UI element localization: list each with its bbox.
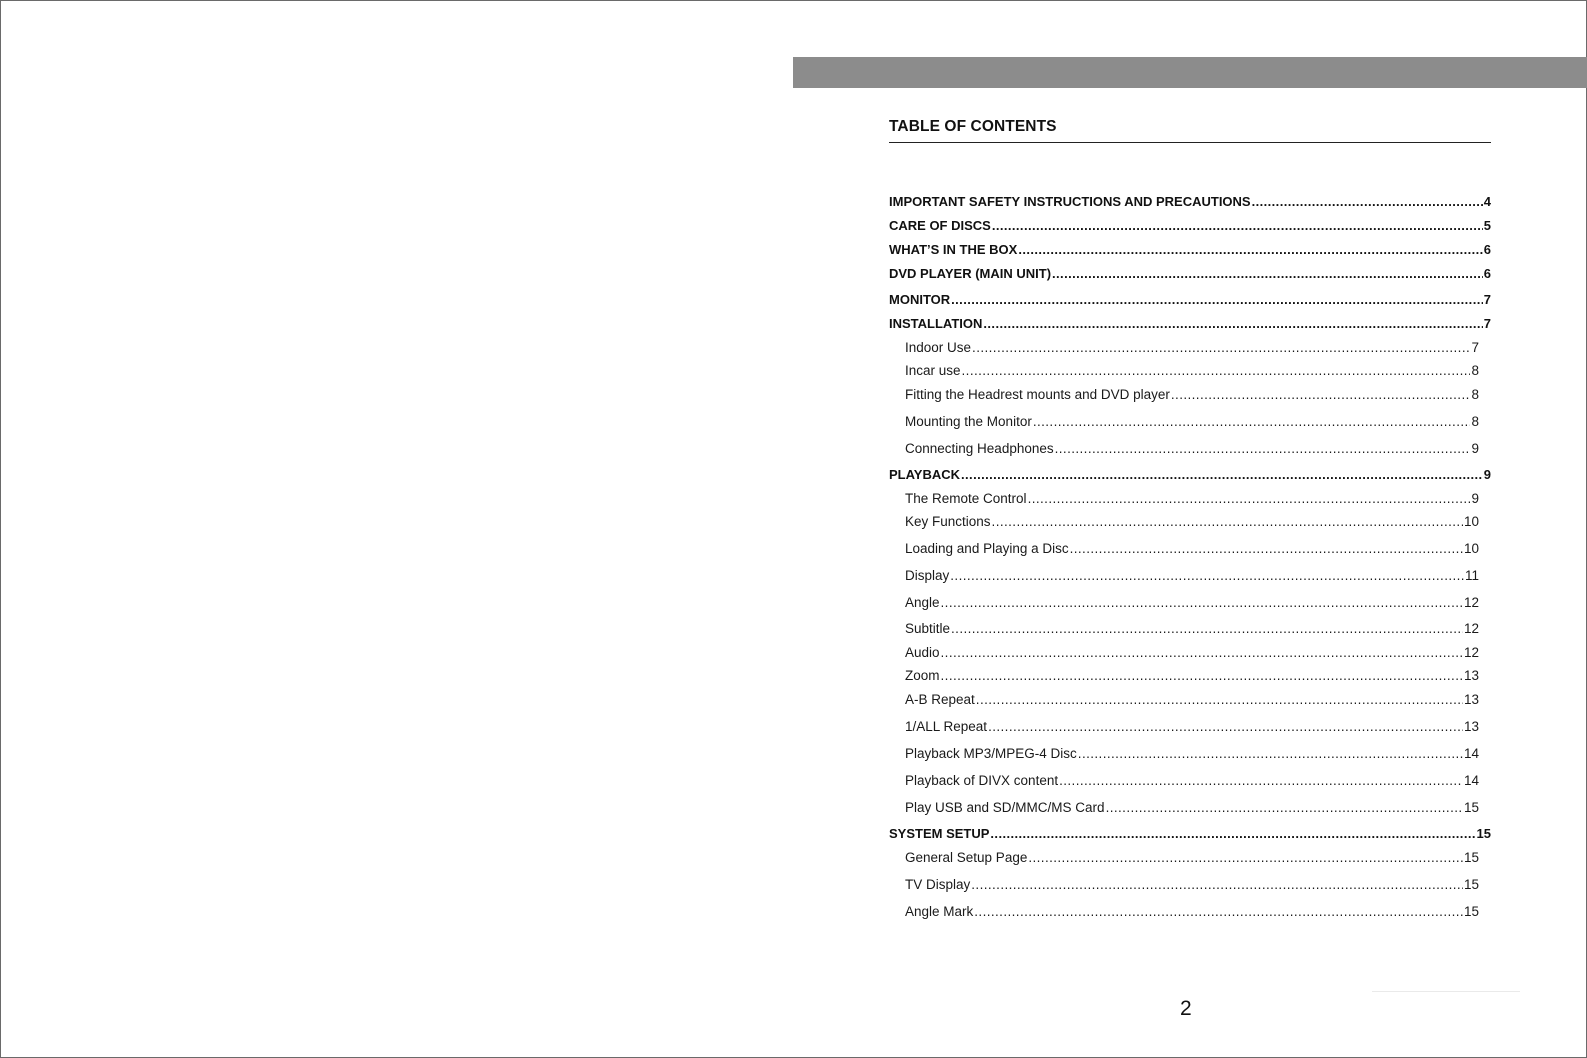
toc-entry-label: Fitting the Headrest mounts and DVD player [905,387,1170,402]
toc-entry [905,667,1479,685]
toc-entry-page: 8 [1471,414,1479,429]
toc-entry-page: 13 [1463,692,1479,707]
toc-entry-page: 5 [1483,218,1491,233]
toc-entry-page: 12 [1463,645,1479,660]
toc-dot-leader [974,903,1463,921]
toc-entry [905,440,1479,458]
toc-dot-leader [990,825,1475,843]
toc-entry-page: 8 [1471,363,1479,378]
toc-entry [905,745,1479,763]
toc-dot-leader [951,620,1463,638]
toc-entry [905,718,1479,736]
toc-entry [905,876,1479,894]
toc-dot-leader [962,362,1471,380]
toc-entry [889,217,1491,235]
toc-entry-page: 15 [1463,800,1479,815]
toc-dot-leader [1252,193,1483,211]
toc-entry-label: DVD PLAYER (MAIN UNIT) [889,266,1052,281]
toc-entry-page: 7 [1471,340,1479,355]
toc-dot-leader [941,667,1463,685]
toc-entry-label: Angle Mark [905,904,974,919]
toc-entry [889,241,1491,259]
toc-dot-leader [1171,386,1471,404]
toc-entry-label: Mounting the Monitor [905,414,1032,429]
toc-entry [905,799,1479,817]
toc-dot-leader [961,466,1483,484]
toc-entry [905,772,1479,790]
toc-entry-page: 7 [1483,316,1491,331]
toc-entry [905,644,1479,662]
toc-entry [889,315,1491,333]
toc-entry-label: IMPORTANT SAFETY INSTRUCTIONS AND PRECAUTIONS [889,194,1251,209]
toc-dot-leader [1028,849,1463,867]
toc-entry-label: Audio [905,645,940,660]
toc-entry-page: 6 [1483,242,1491,257]
toc-dot-leader [941,594,1463,612]
toc-dot-leader [1106,799,1463,817]
toc-entry [905,903,1479,921]
toc-entry [905,540,1479,558]
toc-dot-leader [1052,265,1483,283]
toc-entry-label: WHAT’S IN THE BOX [889,242,1018,257]
toc-entry-label: SYSTEM SETUP [889,826,990,841]
toc-entry-label: Key Functions [905,514,991,529]
toc-entry-page: 9 [1483,467,1491,482]
toc-entry-page: 12 [1463,595,1479,610]
toc-entry-label: 1/ALL Repeat [905,719,988,734]
toc-entry [889,825,1491,843]
toc-entry [905,386,1479,404]
toc-entry-page: 15 [1463,904,1479,919]
toc-dot-leader [988,718,1463,736]
scan-artifact-line [1372,991,1520,992]
toc-dot-leader [971,876,1463,894]
table-of-contents [889,116,1491,919]
toc-dot-leader [1055,440,1471,458]
toc-entry-label: Indoor Use [905,340,972,355]
toc-entry [905,413,1479,431]
toc-entry-label: TV Display [905,877,971,892]
toc-entry [905,513,1479,531]
toc-dot-leader [976,691,1463,709]
header-band [793,57,1587,88]
toc-dot-leader [1033,413,1471,431]
toc-entry-label: Incar use [905,363,961,378]
toc-entry-page: 9 [1471,441,1479,456]
toc-dot-leader [992,513,1463,531]
toc-dot-leader [951,291,1483,309]
toc-entry-page: 14 [1463,746,1479,761]
toc-dot-leader [1078,745,1463,763]
toc-entry [889,466,1491,484]
toc-entry-page: 15 [1463,850,1479,865]
toc-entry-label: Display [905,568,950,583]
toc-dot-leader [950,567,1464,585]
toc-entry-label: CARE OF DISCS [889,218,991,233]
toc-entry [889,193,1491,211]
toc-entry-label: Loading and Playing a Disc [905,541,1069,556]
toc-entry-label: Angle [905,595,940,610]
toc-entry-label: PLAYBACK [889,467,961,482]
toc-entry [905,849,1479,867]
toc-entry [905,691,1479,709]
toc-dot-leader [1028,490,1471,508]
toc-entry-label: A-B Repeat [905,692,975,707]
toc-entry-page: 9 [1471,491,1479,506]
toc-entry-page: 13 [1463,668,1479,683]
toc-entry [889,291,1491,309]
toc-entry-page: 7 [1483,292,1491,307]
toc-entry-page: 10 [1463,541,1479,556]
toc-entry-label: The Remote Control [905,491,1027,506]
toc-dot-leader [972,339,1470,357]
toc-entry-page: 12 [1463,621,1479,636]
toc-entry-label: Playback MP3/MPEG-4 Disc [905,746,1077,761]
toc-entry-label: General Setup Page [905,850,1028,865]
toc-entry-page: 15 [1463,877,1479,892]
toc-entry-label: INSTALLATION [889,316,983,331]
toc-dot-leader [941,644,1463,662]
toc-entry-page: 13 [1463,719,1479,734]
toc-entry [905,567,1479,585]
toc-entry [889,265,1491,283]
page-number: 2 [1180,997,1192,1020]
toc-dot-leader [1059,772,1463,790]
toc-title: TABLE OF CONTENTS [889,116,1491,143]
toc-dot-leader [983,315,1482,333]
toc-entry [905,620,1479,638]
toc-entry-label: Zoom [905,668,940,683]
toc-dot-leader [1070,540,1463,558]
toc-entry-label: Play USB and SD/MMC/MS Card [905,800,1105,815]
toc-entry-page: 6 [1483,266,1491,281]
toc-entry-label: MONITOR [889,292,951,307]
toc-entry-page: 11 [1464,568,1479,583]
toc-entry-label: Playback of DIVX content [905,773,1059,788]
toc-entry-page: 14 [1463,773,1479,788]
toc-entry [905,490,1479,508]
toc-entry-page: 15 [1476,826,1491,841]
toc-entry [905,362,1479,380]
toc-entry-label: Connecting Headphones [905,441,1054,456]
toc-dot-leader [1018,241,1482,259]
toc-entry-page: 8 [1471,387,1479,402]
toc-entry-page: 10 [1463,514,1479,529]
toc-entry [905,339,1479,357]
toc-dot-leader [992,217,1483,235]
toc-entry-label: Subtitle [905,621,951,636]
toc-entry-page: 4 [1483,194,1491,209]
toc-entry [905,594,1479,612]
